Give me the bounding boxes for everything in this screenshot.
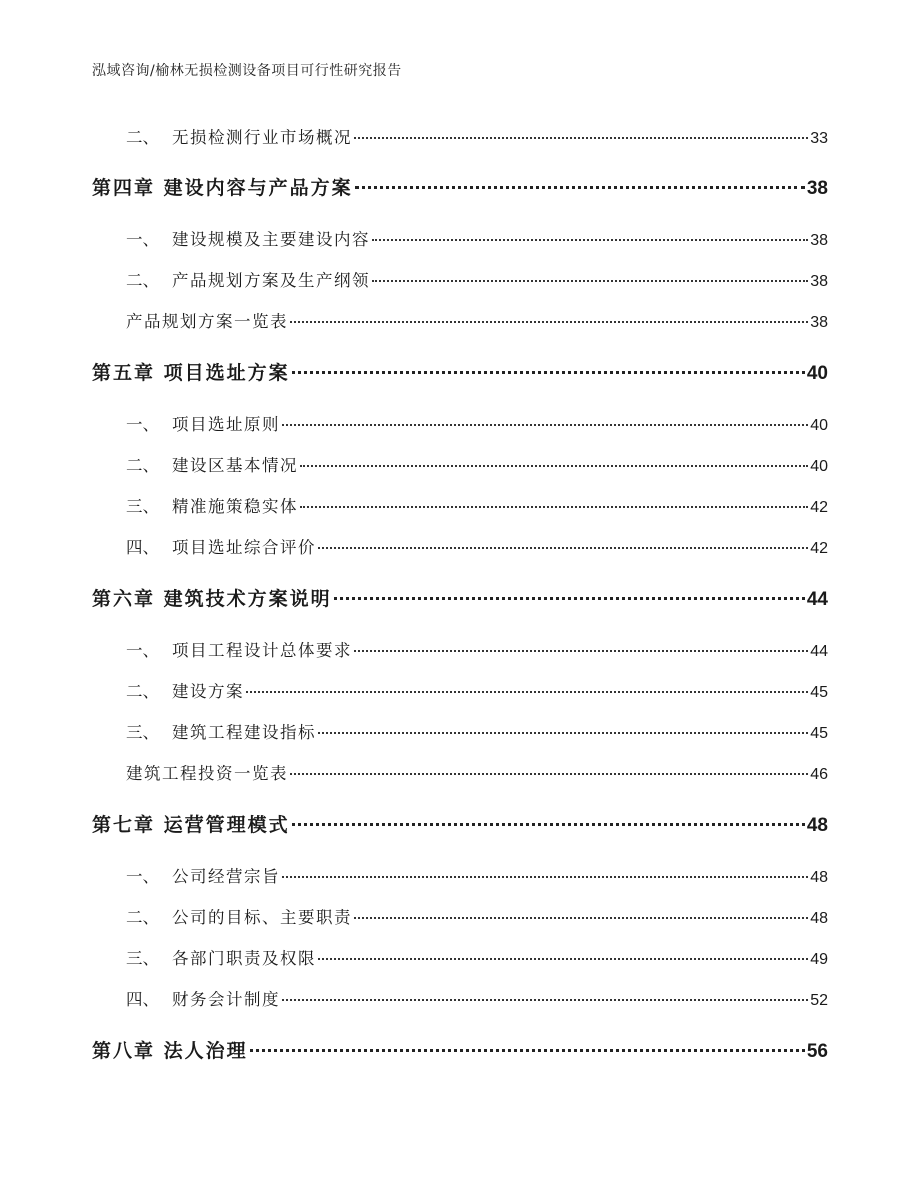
toc-entry-title: 产品规划方案及生产纲领 bbox=[172, 271, 370, 290]
toc-entry-title: 建设区基本情况 bbox=[172, 456, 298, 475]
toc-entry-title: 公司的目标、主要职责 bbox=[172, 908, 352, 927]
toc-entry-title: 公司经营宗旨 bbox=[172, 867, 280, 886]
toc-entry-title: 建设方案 bbox=[172, 682, 244, 701]
toc-entry[interactable] bbox=[126, 904, 828, 928]
dot-leader bbox=[354, 650, 808, 652]
toc-entry-page: 33 bbox=[810, 130, 828, 147]
toc-entry[interactable] bbox=[126, 863, 828, 887]
toc-entry-number: 三、 bbox=[126, 723, 159, 742]
toc-chapter-title: 第五章 项目选址方案 bbox=[92, 362, 290, 384]
toc-entry-title: 无损检测行业市场概况 bbox=[172, 128, 352, 147]
dot-leader bbox=[290, 773, 808, 775]
toc-entry[interactable] bbox=[126, 678, 828, 702]
toc-entry-page: 45 bbox=[810, 684, 828, 701]
toc-entry[interactable] bbox=[126, 493, 828, 517]
toc-entry-number: 二、 bbox=[126, 128, 159, 147]
toc-chapter-title: 第四章 建设内容与产品方案 bbox=[92, 177, 353, 199]
toc-entry[interactable] bbox=[126, 986, 828, 1010]
dot-leader bbox=[282, 876, 808, 878]
toc-chapter[interactable] bbox=[92, 1036, 828, 1064]
toc-entry-number: 四、 bbox=[126, 990, 159, 1009]
toc-entry-page: 40 bbox=[810, 458, 828, 475]
dot-leader bbox=[354, 137, 808, 139]
dot-leader bbox=[355, 186, 805, 189]
toc-entry-title: 项目选址原则 bbox=[172, 415, 280, 434]
toc-entry[interactable] bbox=[126, 719, 828, 743]
toc-entry-number: 一、 bbox=[126, 641, 159, 660]
toc-entry[interactable] bbox=[126, 637, 828, 661]
toc-entry-title: 各部门职责及权限 bbox=[172, 949, 316, 968]
toc-chapter-title: 第六章 建筑技术方案说明 bbox=[92, 588, 332, 610]
dot-leader bbox=[290, 321, 808, 323]
dot-leader bbox=[282, 999, 808, 1001]
toc-entry-page: 49 bbox=[810, 951, 828, 968]
dot-leader bbox=[372, 239, 808, 241]
dot-leader bbox=[354, 917, 808, 919]
toc-chapter[interactable] bbox=[92, 810, 828, 838]
toc-entry-page: 38 bbox=[810, 273, 828, 290]
toc-entry-page: 38 bbox=[810, 314, 828, 331]
toc-chapter[interactable] bbox=[92, 358, 828, 386]
toc-entry[interactable] bbox=[126, 452, 828, 476]
toc-entry[interactable] bbox=[126, 124, 828, 148]
toc-chapter[interactable] bbox=[92, 173, 828, 201]
toc-entry-number: 二、 bbox=[126, 456, 159, 475]
toc-entry-number: 一、 bbox=[126, 867, 159, 886]
dot-leader bbox=[292, 823, 805, 826]
toc-entry-number: 二、 bbox=[126, 682, 159, 701]
dot-leader bbox=[318, 732, 808, 734]
toc-chapter-title: 第七章 运营管理模式 bbox=[92, 814, 290, 836]
toc-entry-page: 46 bbox=[810, 766, 828, 783]
toc-entry[interactable] bbox=[126, 534, 828, 558]
toc-chapter-page: 44 bbox=[806, 589, 828, 610]
dot-leader bbox=[318, 547, 808, 549]
toc-entry-page: 48 bbox=[810, 869, 828, 886]
toc-entry-title: 建筑工程投资一览表 bbox=[126, 764, 288, 783]
dot-leader bbox=[300, 506, 808, 508]
toc-entry-title: 精准施策稳实体 bbox=[172, 497, 298, 516]
dot-leader bbox=[292, 371, 805, 374]
toc-entry-title: 建设规模及主要建设内容 bbox=[172, 230, 370, 249]
toc-entry[interactable] bbox=[126, 308, 828, 332]
toc-entry-number: 二、 bbox=[126, 908, 159, 927]
toc-chapter[interactable] bbox=[92, 584, 828, 612]
toc-entry-title: 财务会计制度 bbox=[172, 990, 280, 1009]
toc-entry-title: 项目选址综合评价 bbox=[172, 538, 316, 557]
toc-chapter-title: 第八章 法人治理 bbox=[92, 1040, 248, 1062]
toc-entry-number: 一、 bbox=[126, 230, 159, 249]
dot-leader bbox=[334, 597, 805, 600]
dot-leader bbox=[250, 1049, 805, 1052]
toc-entry-number: 三、 bbox=[126, 949, 159, 968]
toc-entry-page: 45 bbox=[810, 725, 828, 742]
toc-entry-page: 42 bbox=[810, 499, 828, 516]
toc-chapter-page: 38 bbox=[806, 178, 828, 199]
toc-chapter-page: 56 bbox=[806, 1041, 828, 1062]
toc-entry-page: 42 bbox=[810, 540, 828, 557]
dot-leader bbox=[318, 958, 808, 960]
toc-entry-title: 建筑工程建设指标 bbox=[172, 723, 316, 742]
toc-entry[interactable] bbox=[126, 267, 828, 291]
running-header: 泓域咨询/榆林无损检测设备项目可行性研究报告 bbox=[92, 63, 402, 79]
toc-entry-number: 二、 bbox=[126, 271, 159, 290]
toc-entry-number: 三、 bbox=[126, 497, 159, 516]
dot-leader bbox=[246, 691, 808, 693]
toc-entry-page: 40 bbox=[810, 417, 828, 434]
toc-entry[interactable] bbox=[126, 760, 828, 784]
toc-entry-title: 产品规划方案一览表 bbox=[126, 312, 288, 331]
toc-chapter-page: 48 bbox=[806, 815, 828, 836]
dot-leader bbox=[282, 424, 808, 426]
toc-entry-page: 48 bbox=[810, 910, 828, 927]
dot-leader bbox=[372, 280, 808, 282]
toc-entry-page: 38 bbox=[810, 232, 828, 249]
toc-entry-page: 52 bbox=[810, 992, 828, 1009]
toc-entry-number: 四、 bbox=[126, 538, 159, 557]
toc-entry[interactable] bbox=[126, 226, 828, 250]
toc-entry-number: 一、 bbox=[126, 415, 159, 434]
toc-entry-page: 44 bbox=[810, 643, 828, 660]
dot-leader bbox=[300, 465, 808, 467]
toc-entry-title: 项目工程设计总体要求 bbox=[172, 641, 352, 660]
toc-entry[interactable] bbox=[126, 411, 828, 435]
toc-chapter-page: 40 bbox=[806, 363, 828, 384]
toc-entry[interactable] bbox=[126, 945, 828, 969]
